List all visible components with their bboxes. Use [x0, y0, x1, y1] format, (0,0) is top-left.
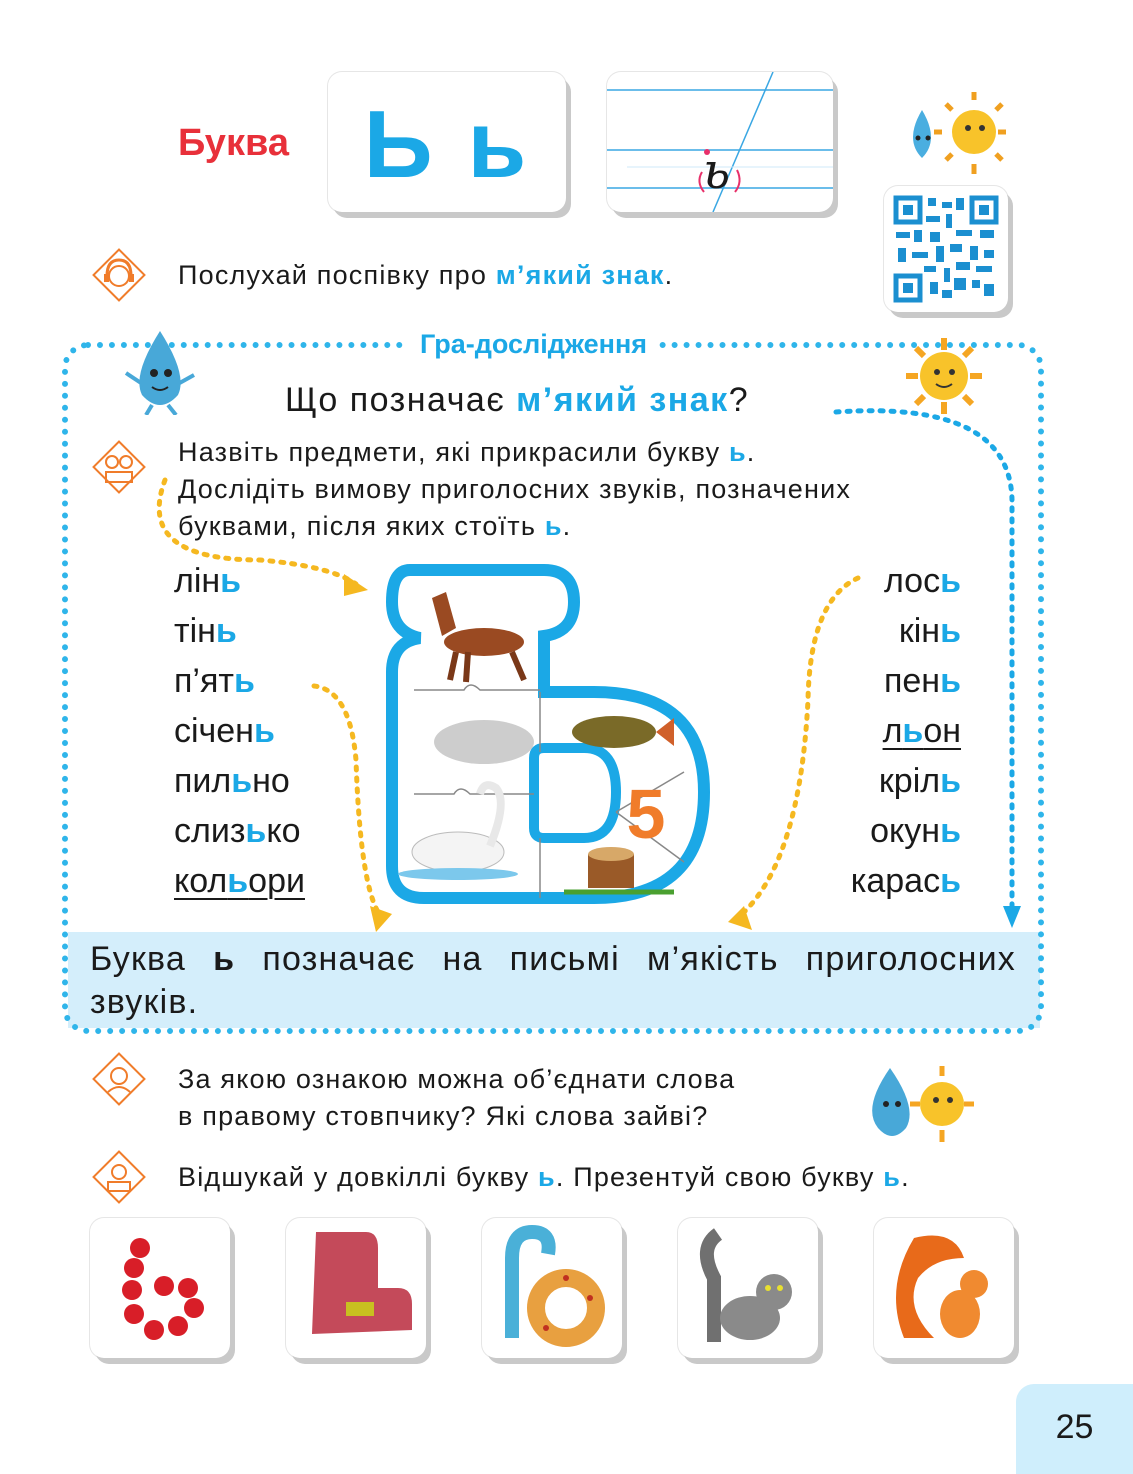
question-start: Що позначає [285, 381, 517, 419]
task3-end: . [901, 1162, 910, 1192]
cat-icon [678, 1218, 818, 1358]
thumb-cat [678, 1218, 818, 1358]
instr3-letter: ь [544, 511, 563, 541]
word-item [851, 706, 961, 756]
rule-text [90, 938, 1016, 1024]
right-word-column [851, 556, 961, 906]
question-end: ? [728, 381, 750, 419]
task-listen-text: Послухай поспівку про [178, 260, 496, 290]
puzzle-letter-illustration [384, 562, 724, 908]
task2-line-1: За якою ознакою можна об’єднати слова [178, 1064, 736, 1094]
word-item [851, 806, 961, 856]
word-part: карас [850, 862, 941, 900]
word-part: січен [174, 712, 254, 750]
word-part: ко [266, 812, 301, 850]
task2-line-2: в правому стовпчику? Які слова зайві? [178, 1101, 709, 1131]
word-item [851, 756, 961, 806]
word-soft-sign: ь [940, 562, 961, 600]
page-number: 25 [1055, 1408, 1094, 1446]
word-part: п’ят [174, 662, 234, 700]
word-item [851, 606, 961, 656]
thumb-squirrel [874, 1218, 1014, 1358]
instr1-text: Назвіть предмети, які прикрасили букву [178, 437, 729, 467]
instr3-end: . [562, 511, 572, 541]
word-part: слиз [174, 812, 246, 850]
rule-start: Буква [90, 940, 214, 978]
puzzle-number: 5 [626, 775, 666, 853]
word-part: лін [174, 562, 221, 600]
instr1-end: . [746, 437, 756, 467]
word-item [174, 706, 305, 756]
task3-text: Відшукай у довкіллі букву [178, 1162, 538, 1192]
word-soft-sign: ь [253, 712, 275, 750]
word-soft-sign: ь [940, 762, 961, 800]
word-soft-sign: ь [940, 612, 961, 650]
word-item [174, 656, 305, 706]
word-soft-sign: ь [940, 662, 961, 700]
presenting-boy-icon [92, 1150, 146, 1204]
word-part: тін [174, 612, 216, 650]
underlined-word [174, 862, 305, 900]
task3-letter-1: ь [538, 1162, 556, 1192]
horse-shadow [434, 720, 534, 764]
mascot-pair-icon [858, 1060, 978, 1150]
word-item [174, 856, 305, 906]
word-item [174, 556, 305, 606]
script-letter: ь [703, 142, 731, 200]
word-soft-sign: ь [940, 812, 961, 850]
thinking-boy-icon [92, 1052, 146, 1106]
instruction-line-2: Дослідіть вимову приголосних звуків, позначених [178, 474, 852, 504]
word-soft-sign: ь [902, 712, 924, 750]
question-highlight: м’який знак [516, 381, 729, 419]
task-group-words [178, 1061, 735, 1135]
word-soft-sign: ь [233, 662, 255, 700]
task-listen-highlight: м’який знак [495, 260, 665, 290]
rule-rest: позначає на письмі м’якість приголосних звуків. [90, 940, 1016, 1021]
word-part: кін [898, 612, 941, 650]
word-part: он [923, 712, 961, 750]
underlined-word [883, 712, 961, 750]
word-soft-sign: ь [220, 562, 242, 600]
word-item [851, 856, 961, 906]
thumb-beads [90, 1218, 230, 1358]
word-soft-sign: ь [245, 812, 267, 850]
word-part: пил [174, 762, 232, 800]
rule-letter: ь [213, 940, 236, 978]
word-item [851, 656, 961, 706]
word-part: окун [870, 812, 941, 850]
task3-mid: . Презентуй свою букву [555, 1162, 884, 1192]
beads-icon [90, 1218, 230, 1358]
title-word: Буква [178, 122, 289, 164]
task-find-letter [178, 1159, 910, 1196]
word-part: ори [248, 862, 305, 900]
game-title: Гра-дослідження [408, 329, 659, 360]
armchair-icon [286, 1218, 426, 1358]
big-letters: Ь ь [363, 91, 531, 198]
word-soft-sign: ь [231, 762, 253, 800]
task-listen-end: . [664, 260, 674, 290]
word-item [174, 606, 305, 656]
thumb-candy-donut [482, 1218, 622, 1358]
word-part: пен [883, 662, 941, 700]
word-item [174, 756, 305, 806]
task3-letter-2: ь [883, 1162, 902, 1192]
squirrel-icon [874, 1218, 1014, 1358]
word-soft-sign: ь [227, 862, 249, 900]
instr1-letter: ь [728, 437, 747, 467]
word-part: лос [883, 562, 941, 600]
word-item [174, 806, 305, 856]
candy-donut-icon [482, 1218, 622, 1358]
word-part: л [882, 712, 903, 750]
instr3-text: буквами, після яких стоїть [178, 511, 545, 541]
thumb-armchair [286, 1218, 426, 1358]
page-number-tab [1016, 1384, 1133, 1474]
word-part: кріл [878, 762, 941, 800]
word-item [851, 556, 961, 606]
word-soft-sign: ь [215, 612, 237, 650]
word-part: кол [174, 862, 228, 900]
left-word-column [174, 556, 305, 906]
word-part: но [252, 762, 290, 800]
word-soft-sign: ь [940, 862, 961, 900]
